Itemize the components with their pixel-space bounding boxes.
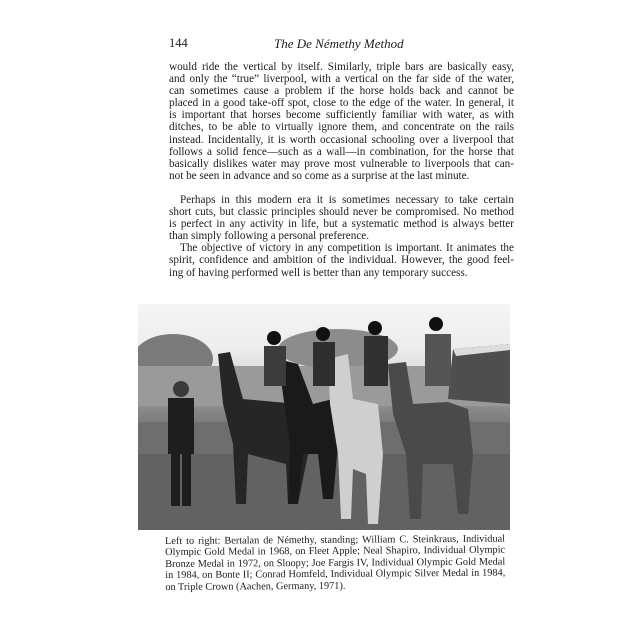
photograph — [138, 304, 510, 530]
paragraph-3 — [169, 242, 514, 278]
text-line: is perfect in any activity in life, but a systematic method is always better — [169, 218, 514, 231]
text-line: spirit, confidence and ambition of the individual. However, the good feel- — [169, 254, 514, 267]
text-line: ing of having performed well is better than any temporary success. — [169, 266, 468, 279]
text-line: placed in a good take-off spot, close to the edge of the water. In general, it — [169, 97, 514, 110]
text-line: short cuts, but classic principles should never be compromised. No method — [169, 206, 514, 219]
caption-line: Bronze Medal in 1972, on Sloopy; Joe Fargis IV, Individual Olympic Gold Medal — [165, 556, 506, 570]
text-line: is important that horses become sufficiently familiar with water, as with — [169, 109, 514, 122]
caption-line: Olympic Gold Medal in 1968, on Fleet Apple; Neal Shapiro, Individual Olympic — [165, 545, 506, 559]
text-line: ditches, to be able to virtually ignore them, and concentrate on the rails — [169, 121, 514, 134]
page-header — [169, 36, 514, 52]
text-line: instead. Incidentally, it is worth occasional schooling over a liverpool that — [169, 133, 514, 146]
caption-line: Left to right: Bertalan de Némethy, standing; William C. Steinkraus, Individual — [165, 533, 506, 547]
photo-caption — [165, 534, 505, 593]
text-line: basically dislikes water may prove most vulnerable to liverpools that can- — [169, 157, 514, 170]
page-number: 144 — [169, 36, 188, 50]
body-text — [169, 61, 514, 279]
caption-line: in 1984, on Bonte II; Conrad Homfeld, Individual Olympic Silver Medal in 1984, — [165, 567, 506, 582]
text-line: not be seen in advance and so come as a surprise at the last minute. — [169, 169, 470, 182]
paragraph-1 — [169, 61, 514, 182]
paragraph-2 — [169, 194, 514, 242]
text-line: would ride the vertical by itself. Similarly, triple bars are basically easy, — [169, 61, 514, 73]
text-line: The objective of victory in any competition is important. It animates the — [180, 242, 514, 255]
text-line: than simply following a personal preference. — [169, 230, 370, 243]
text-line: Perhaps in this modern era it is sometimes necessary to take certain — [180, 193, 514, 206]
text-line: follows a solid fence—such as a wall—in combination, for the horse that — [169, 145, 514, 158]
text-line: and only the “true” liverpool, with a vertical on the far side of the water, — [169, 73, 514, 86]
running-title: The De Némethy Method — [274, 36, 404, 51]
text-line: can sometimes cause a problem if the horse holds back and cannot be — [169, 85, 514, 98]
photo-illustration — [138, 304, 510, 530]
caption-line: on Triple Crown (Aachen, Germany, 1971). — [165, 580, 346, 593]
